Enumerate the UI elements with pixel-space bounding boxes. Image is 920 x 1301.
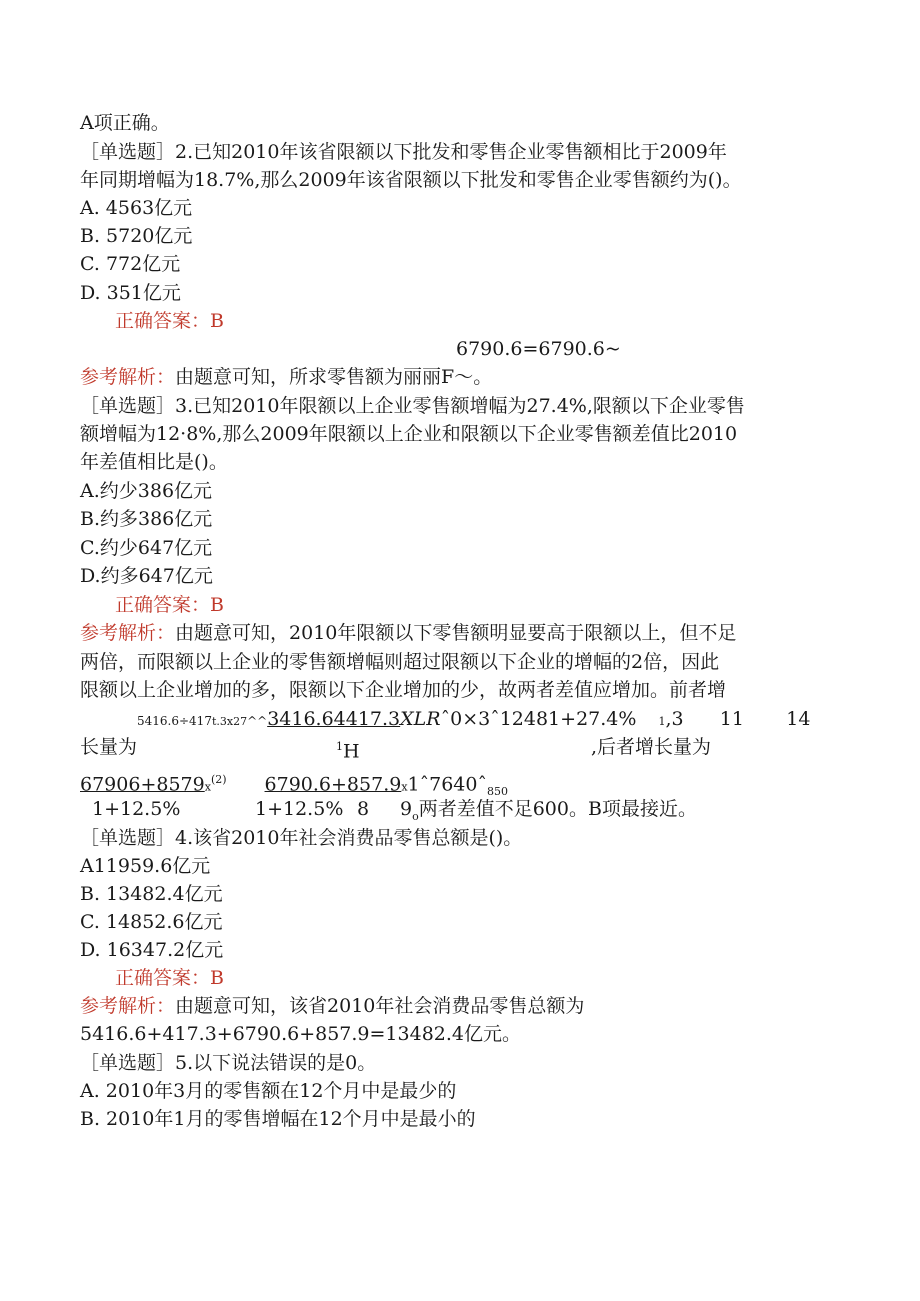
formula-sub-text: t.3x27 <box>211 715 248 728</box>
formula-x2: x <box>401 780 408 794</box>
question-3-stem-line3: 年差值相比是()。 <box>80 451 228 473</box>
formula-rest-2: 1ˆ7640ˆ <box>407 773 487 796</box>
h-letter: H <box>343 740 360 763</box>
question-4-analysis-line1 <box>80 993 584 1019</box>
formula-main: 3416.64417.3 <box>267 708 401 730</box>
formula-italic: XLR <box>400 708 441 730</box>
formula-small-text: 5416.6÷417 <box>137 714 212 728</box>
question-2-option-b[interactable]: B. 5720亿元 <box>80 225 193 247</box>
question-4-stem: ［单选题］4.该省2010年社会消费品零售总额是()。 <box>80 827 523 849</box>
question-3-analysis-line1 <box>80 620 736 646</box>
formula-superscript-h <box>336 734 360 764</box>
question-5-option-a[interactable]: A. 2010年3月的零售额在12个月中是最少的 <box>80 1080 457 1102</box>
question-3-correct-answer: 正确答案：B <box>115 594 224 616</box>
denominator-2: 1+12.5% <box>255 798 344 820</box>
analysis-text: 由题意可知，所求零售额为丽丽F～。 <box>175 366 493 388</box>
question-2-stem-line1: ［单选题］2.已知2010年该省限额以下批发和零售企业零售额相比于2009年 <box>80 141 727 163</box>
formula-rest: ˆ0×3ˆ12481+27.4% <box>440 708 637 730</box>
analysis-label: 参考解析： <box>80 995 176 1017</box>
analysis-label: 参考解析： <box>80 366 176 388</box>
question-3-option-d[interactable]: D.约多647亿元 <box>80 565 213 587</box>
formula-left-numerator: 67906+8579 <box>80 773 205 796</box>
question-3-option-c[interactable]: C.约少647亿元 <box>80 537 213 559</box>
later-growth-label: ,后者增长量为 <box>591 736 712 758</box>
question-4-correct-answer: 正确答案：B <box>115 967 224 989</box>
question-2-analysis <box>80 364 492 390</box>
question-2-formula: 6790.6=6790.6~ <box>456 338 621 360</box>
question-5-option-b[interactable]: B. 2010年1月的零售增幅在12个月中是最小的 <box>80 1108 476 1130</box>
question-3-option-b[interactable]: B.约多386亿元 <box>80 508 213 530</box>
question-4-analysis-line2: 5416.6+417.3+6790.6+857.9=13482.4亿元。 <box>80 1023 521 1045</box>
question-2-option-c[interactable]: C. 772亿元 <box>80 253 181 275</box>
formula-mid-numerator: 6790.6+857.9 <box>264 773 402 796</box>
question-3-stem-line2: 额增幅为12·8%,那么2009年限额以上企业和限额以下企业零售额差值比2010 <box>80 423 738 445</box>
question-3-analysis-line2: 两倍，而限额以上企业的零售额增幅则超过限额以下企业的增幅的2倍，因此 <box>80 651 720 673</box>
sup-1: 1 <box>336 740 343 753</box>
question-3-option-a[interactable]: A.约少386亿元 <box>80 480 213 502</box>
previous-answer-tail: A项正确。 <box>80 112 170 134</box>
formula-x: x <box>204 780 211 794</box>
question-4-option-c[interactable]: C. 14852.6亿元 <box>80 911 223 933</box>
question-5-stem: ［单选题］5.以下说法错误的是0。 <box>80 1052 377 1074</box>
question-2-correct-answer: 正确答案：B <box>115 310 224 332</box>
denominator-sub: o <box>412 809 419 823</box>
denominator-1: 1+12.5% <box>92 798 181 820</box>
analysis-text: 由题意可知，2010年限额以下零售额明显要高于限额以上，但不足 <box>175 622 737 644</box>
formula-caret: ^^ <box>247 714 268 728</box>
question-3-analysis-line3: 限额以上企业增加的多，限额以下企业增加的少，故两者差值应增加。前者增 <box>80 679 727 701</box>
formula-sub-850: 850 <box>487 785 508 799</box>
conclusion-text: 两者差值不足600。B项最接近。 <box>418 798 697 820</box>
question-3-stem-line1: ［单选题］3.已知2010年限额以上企业零售额增幅为27.4%,限额以下企业零售 <box>80 395 745 417</box>
denominator-9: 9 <box>400 798 413 820</box>
analysis-label: 参考解析： <box>80 622 176 644</box>
question-2-stem-line2: 年同期增幅为18.7%,那么2009年该省限额以下批发和零售企业零售额约为()。 <box>80 169 742 191</box>
analysis-text: 由题意可知，该省2010年社会消费品零售总额为 <box>175 995 585 1017</box>
formula-paren: (2) <box>210 773 227 786</box>
formula-numbers: ,3 11 14 <box>665 708 811 730</box>
formula-sub-2: 1 <box>658 715 666 728</box>
formula-line-1 <box>137 706 810 735</box>
question-2-option-d[interactable]: D. 351亿元 <box>80 282 181 304</box>
denominator-8: 8 <box>357 798 370 820</box>
question-4-option-a[interactable]: A11959.6亿元 <box>80 855 211 877</box>
question-4-option-d[interactable]: D. 16347.2亿元 <box>80 939 224 961</box>
question-2-option-a[interactable]: A. 4563亿元 <box>80 197 193 219</box>
growth-label: 长量为 <box>80 736 138 758</box>
question-4-option-b[interactable]: B. 13482.4亿元 <box>80 883 223 905</box>
